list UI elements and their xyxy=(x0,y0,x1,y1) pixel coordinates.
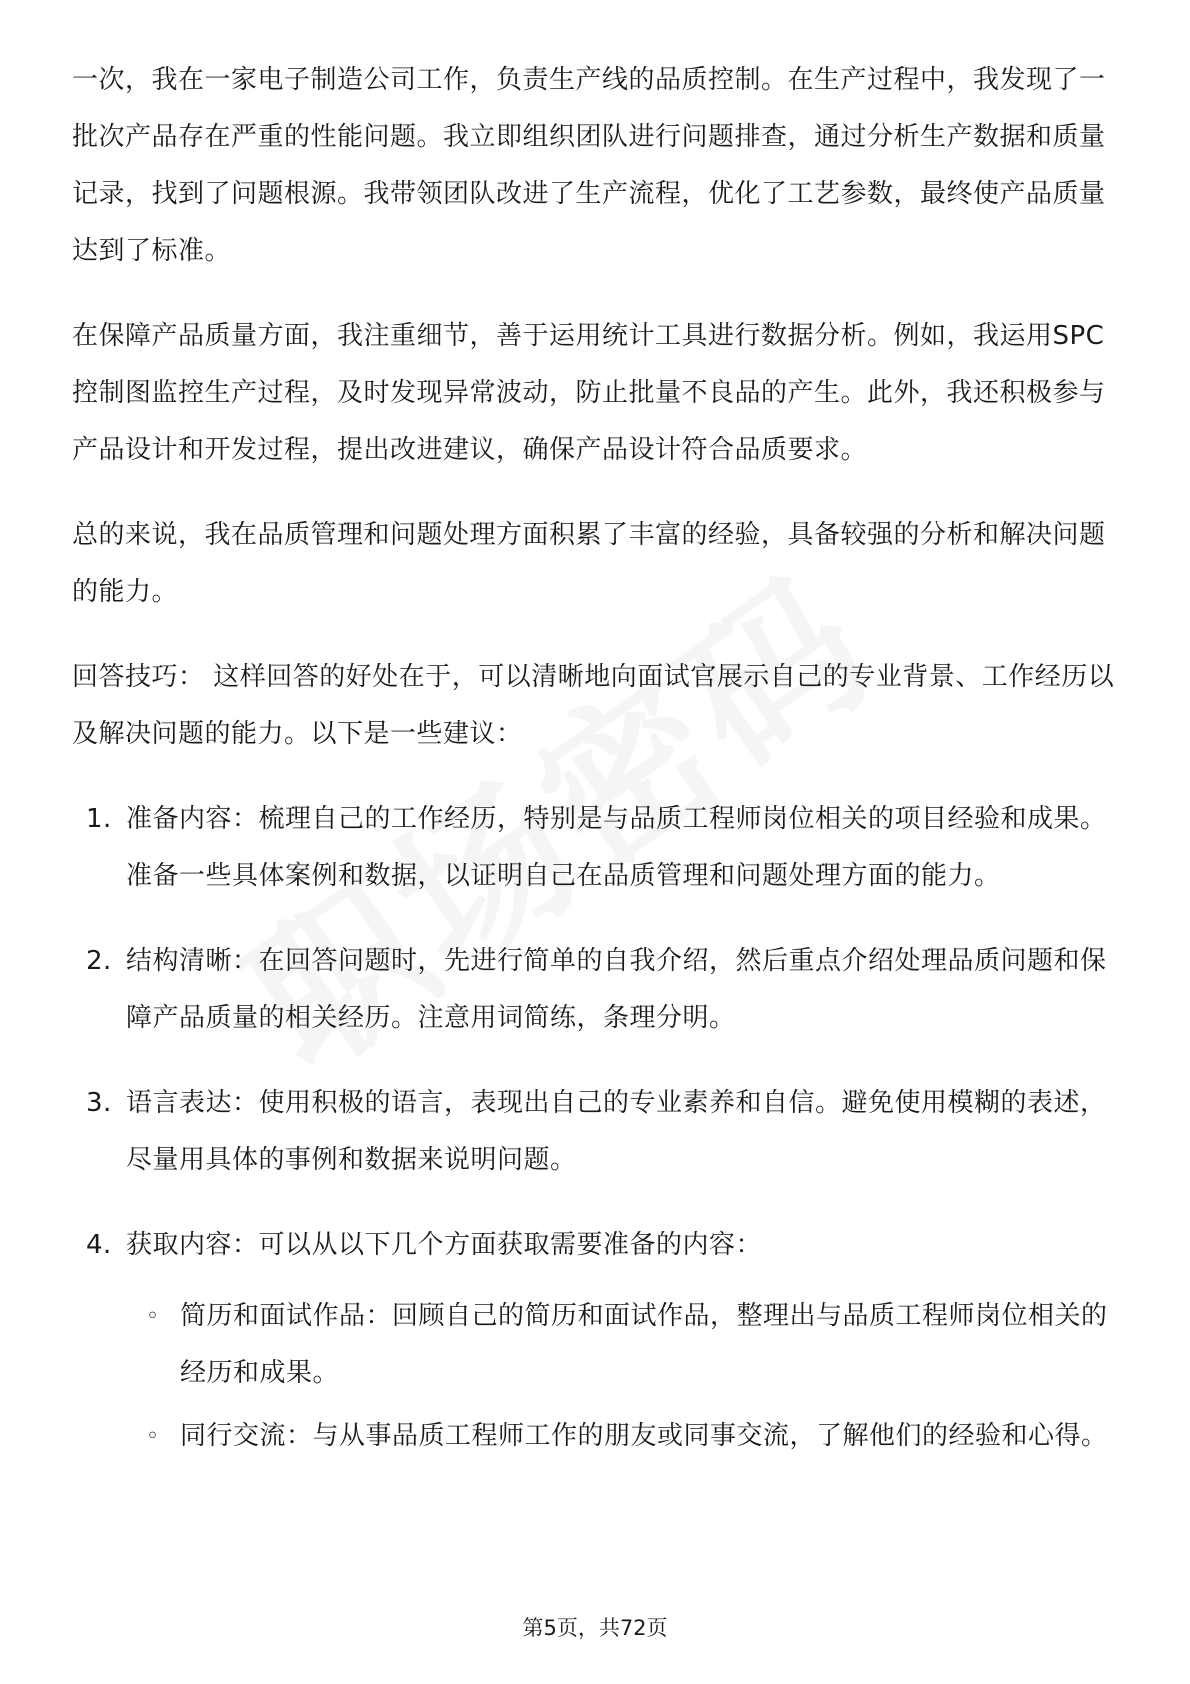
sublist-item xyxy=(126,1408,1117,1465)
list-item xyxy=(72,1075,1117,1189)
sublist-item xyxy=(126,1288,1117,1402)
list-item xyxy=(72,1217,1117,1465)
document-body xyxy=(72,52,1117,1493)
bullet-icon: ◦ xyxy=(146,1424,160,1449)
sources-sublist xyxy=(126,1288,1117,1465)
list-item xyxy=(72,791,1117,905)
bullet-icon: ◦ xyxy=(146,1304,160,1329)
tips-list xyxy=(72,791,1117,1465)
list-item-text: 结构清晰：在回答问题时，先进行简单的自我介绍，然后重点介绍处理品质问题和保障产品质量的相关经历。注意用词简练，条理分明。 xyxy=(126,946,1107,1033)
page-footer: 第5页，共72页 xyxy=(522,1616,668,1640)
paragraph-experience: 一次，我在一家电子制造公司工作，负责生产线的品质控制。在生产过程中，我发现了一批次产品存在严重的性能问题。我立即组织团队进行问题排查，通过分析生产数据和质量记录，找到了问题根源。我带领团队改进了生产流程，优化了工艺参数，最终使产品质量达到了标准。 xyxy=(72,65,1106,266)
list-number: 1. xyxy=(86,804,112,834)
list-item-text: 获取内容：可以从以下几个方面获取需要准备的内容： xyxy=(126,1230,763,1260)
paragraph-summary: 总的来说，我在品质管理和问题处理方面积累了丰富的经验，具备较强的分析和解决问题的能力。 xyxy=(72,520,1106,607)
list-item xyxy=(72,933,1117,1047)
paragraph-answer-tips: 回答技巧： 这样回答的好处在于，可以清晰地向面试官展示自己的专业背景、工作经历以及解决问题的能力。以下是一些建议： xyxy=(72,662,1115,749)
list-number: 2. xyxy=(86,946,112,976)
list-item-text: 语言表达：使用积极的语言，表现出自己的专业素养和自信。避免使用模糊的表述，尽量用具体的事例和数据来说明问题。 xyxy=(126,1088,1107,1175)
list-number: 3. xyxy=(86,1088,112,1118)
sublist-item-text: 简历和面试作品：回顾自己的简历和面试作品，整理出与品质工程师岗位相关的经历和成果。 xyxy=(180,1301,1108,1388)
sublist-item-text: 同行交流：与从事品质工程师工作的朋友或同事交流，了解他们的经验和心得。 xyxy=(180,1421,1108,1451)
list-number: 4. xyxy=(86,1230,112,1260)
list-item-text: 准备内容：梳理自己的工作经历，特别是与品质工程师岗位相关的项目经验和成果。准备一些具体案例和数据，以证明自己在品质管理和问题处理方面的能力。 xyxy=(126,804,1107,891)
paragraph-quality-assurance: 在保障产品质量方面，我注重细节，善于运用统计工具进行数据分析。例如，我运用SPC控制图监控生产过程，及时发现异常波动，防止批量不良品的产生。此外，我还积极参与产品设计和开发过程，提出改进建议，确保产品设计符合品质要求。 xyxy=(72,321,1106,465)
